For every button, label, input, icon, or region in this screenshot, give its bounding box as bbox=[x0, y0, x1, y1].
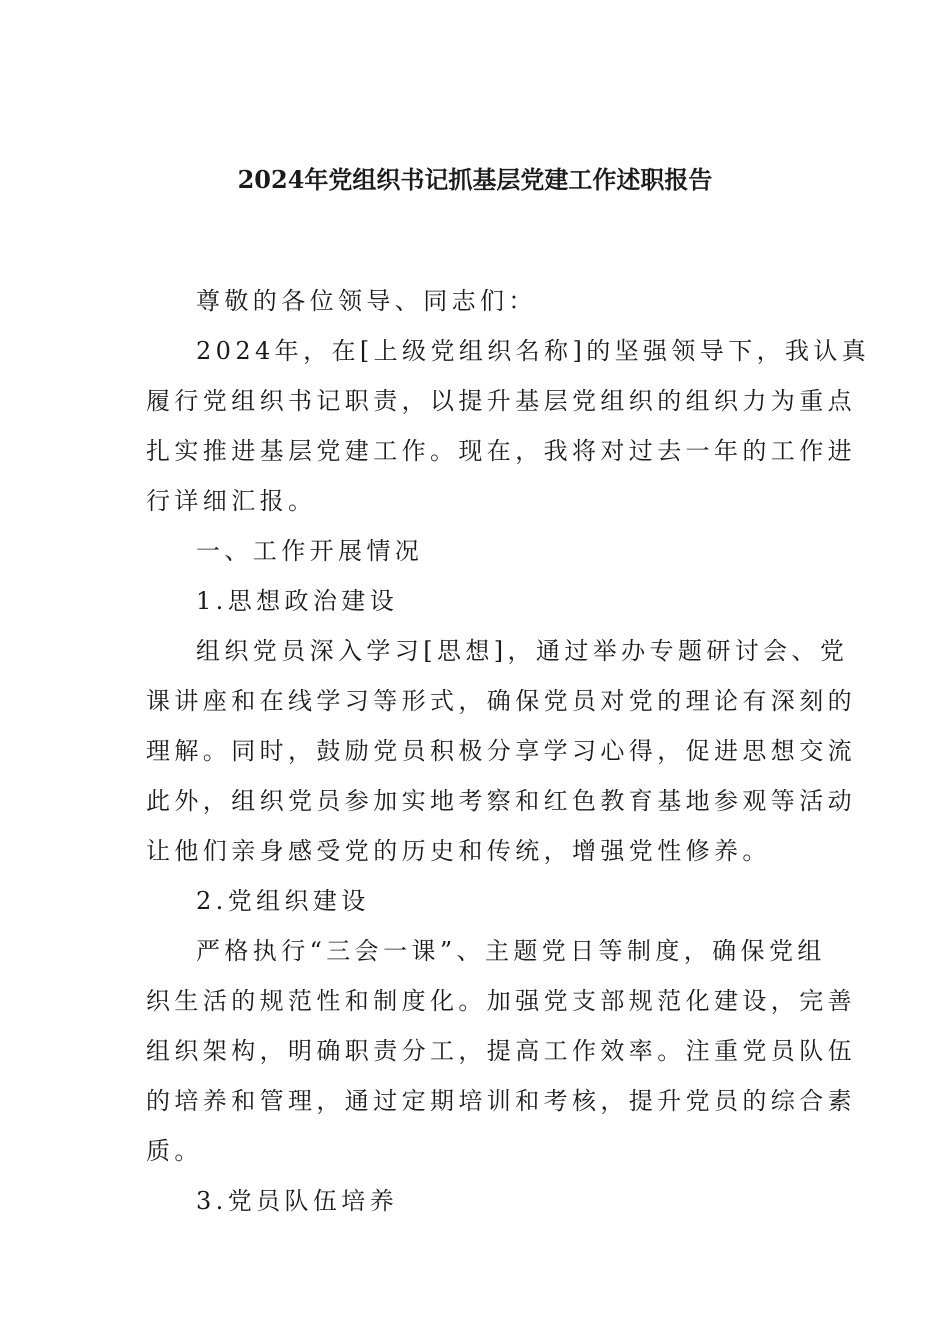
paragraph-line: 织生活的规范性和制度化。加强党支部规范化建设，完善 bbox=[146, 987, 856, 1015]
document-title: 2024年党组织书记抓基层党建工作述职报告 bbox=[237, 165, 713, 194]
paragraph-line: 的培养和管理，通过定期培训和考核，提升党员的综合素 bbox=[146, 1087, 856, 1115]
paragraph-line: 此外，组织党员参加实地考察和红色教育基地参观等活动 bbox=[146, 787, 856, 815]
paragraph-line: 质。 bbox=[146, 1137, 203, 1165]
document-body bbox=[146, 276, 871, 1226]
paragraph-line: 履行党组织书记职责，以提升基层党组织的组织力为重点 bbox=[146, 387, 856, 415]
paragraph-line: 严格执行“三会一课”、主题党日等制度，确保党组 bbox=[196, 937, 826, 965]
paragraph-line: 课讲座和在线学习等形式，确保党员对党的理论有深刻的 bbox=[146, 687, 856, 715]
paragraph-line: 扎实推进基层党建工作。现在，我将对过去一年的工作进 bbox=[146, 437, 856, 465]
paragraph-line: 一、工作开展情况 bbox=[196, 537, 424, 565]
paragraph-line: 组织党员深入学习[思想]，通过举办专题研讨会、党 bbox=[196, 637, 849, 665]
paragraph-line: 让他们亲身感受党的历史和传统，增强党性修养。 bbox=[146, 837, 771, 865]
paragraph-line: 1.思想政治建设 bbox=[196, 587, 399, 615]
paragraph-line: 理解。同时，鼓励党员积极分享学习心得，促进思想交流 bbox=[146, 737, 856, 765]
paragraph-line: 2.党组织建设 bbox=[196, 887, 370, 915]
paragraph-line: 2024年，在[上级党组织名称]的坚强领导下，我认真 bbox=[196, 337, 871, 365]
paragraph-line: 行详细汇报。 bbox=[146, 487, 317, 515]
paragraph-line: 组织架构，明确职责分工，提高工作效率。注重党员队伍 bbox=[146, 1037, 856, 1065]
paragraph-line: 尊敬的各位领导、同志们： bbox=[196, 287, 537, 315]
paragraph-line: 3.党员队伍培养 bbox=[196, 1187, 399, 1215]
